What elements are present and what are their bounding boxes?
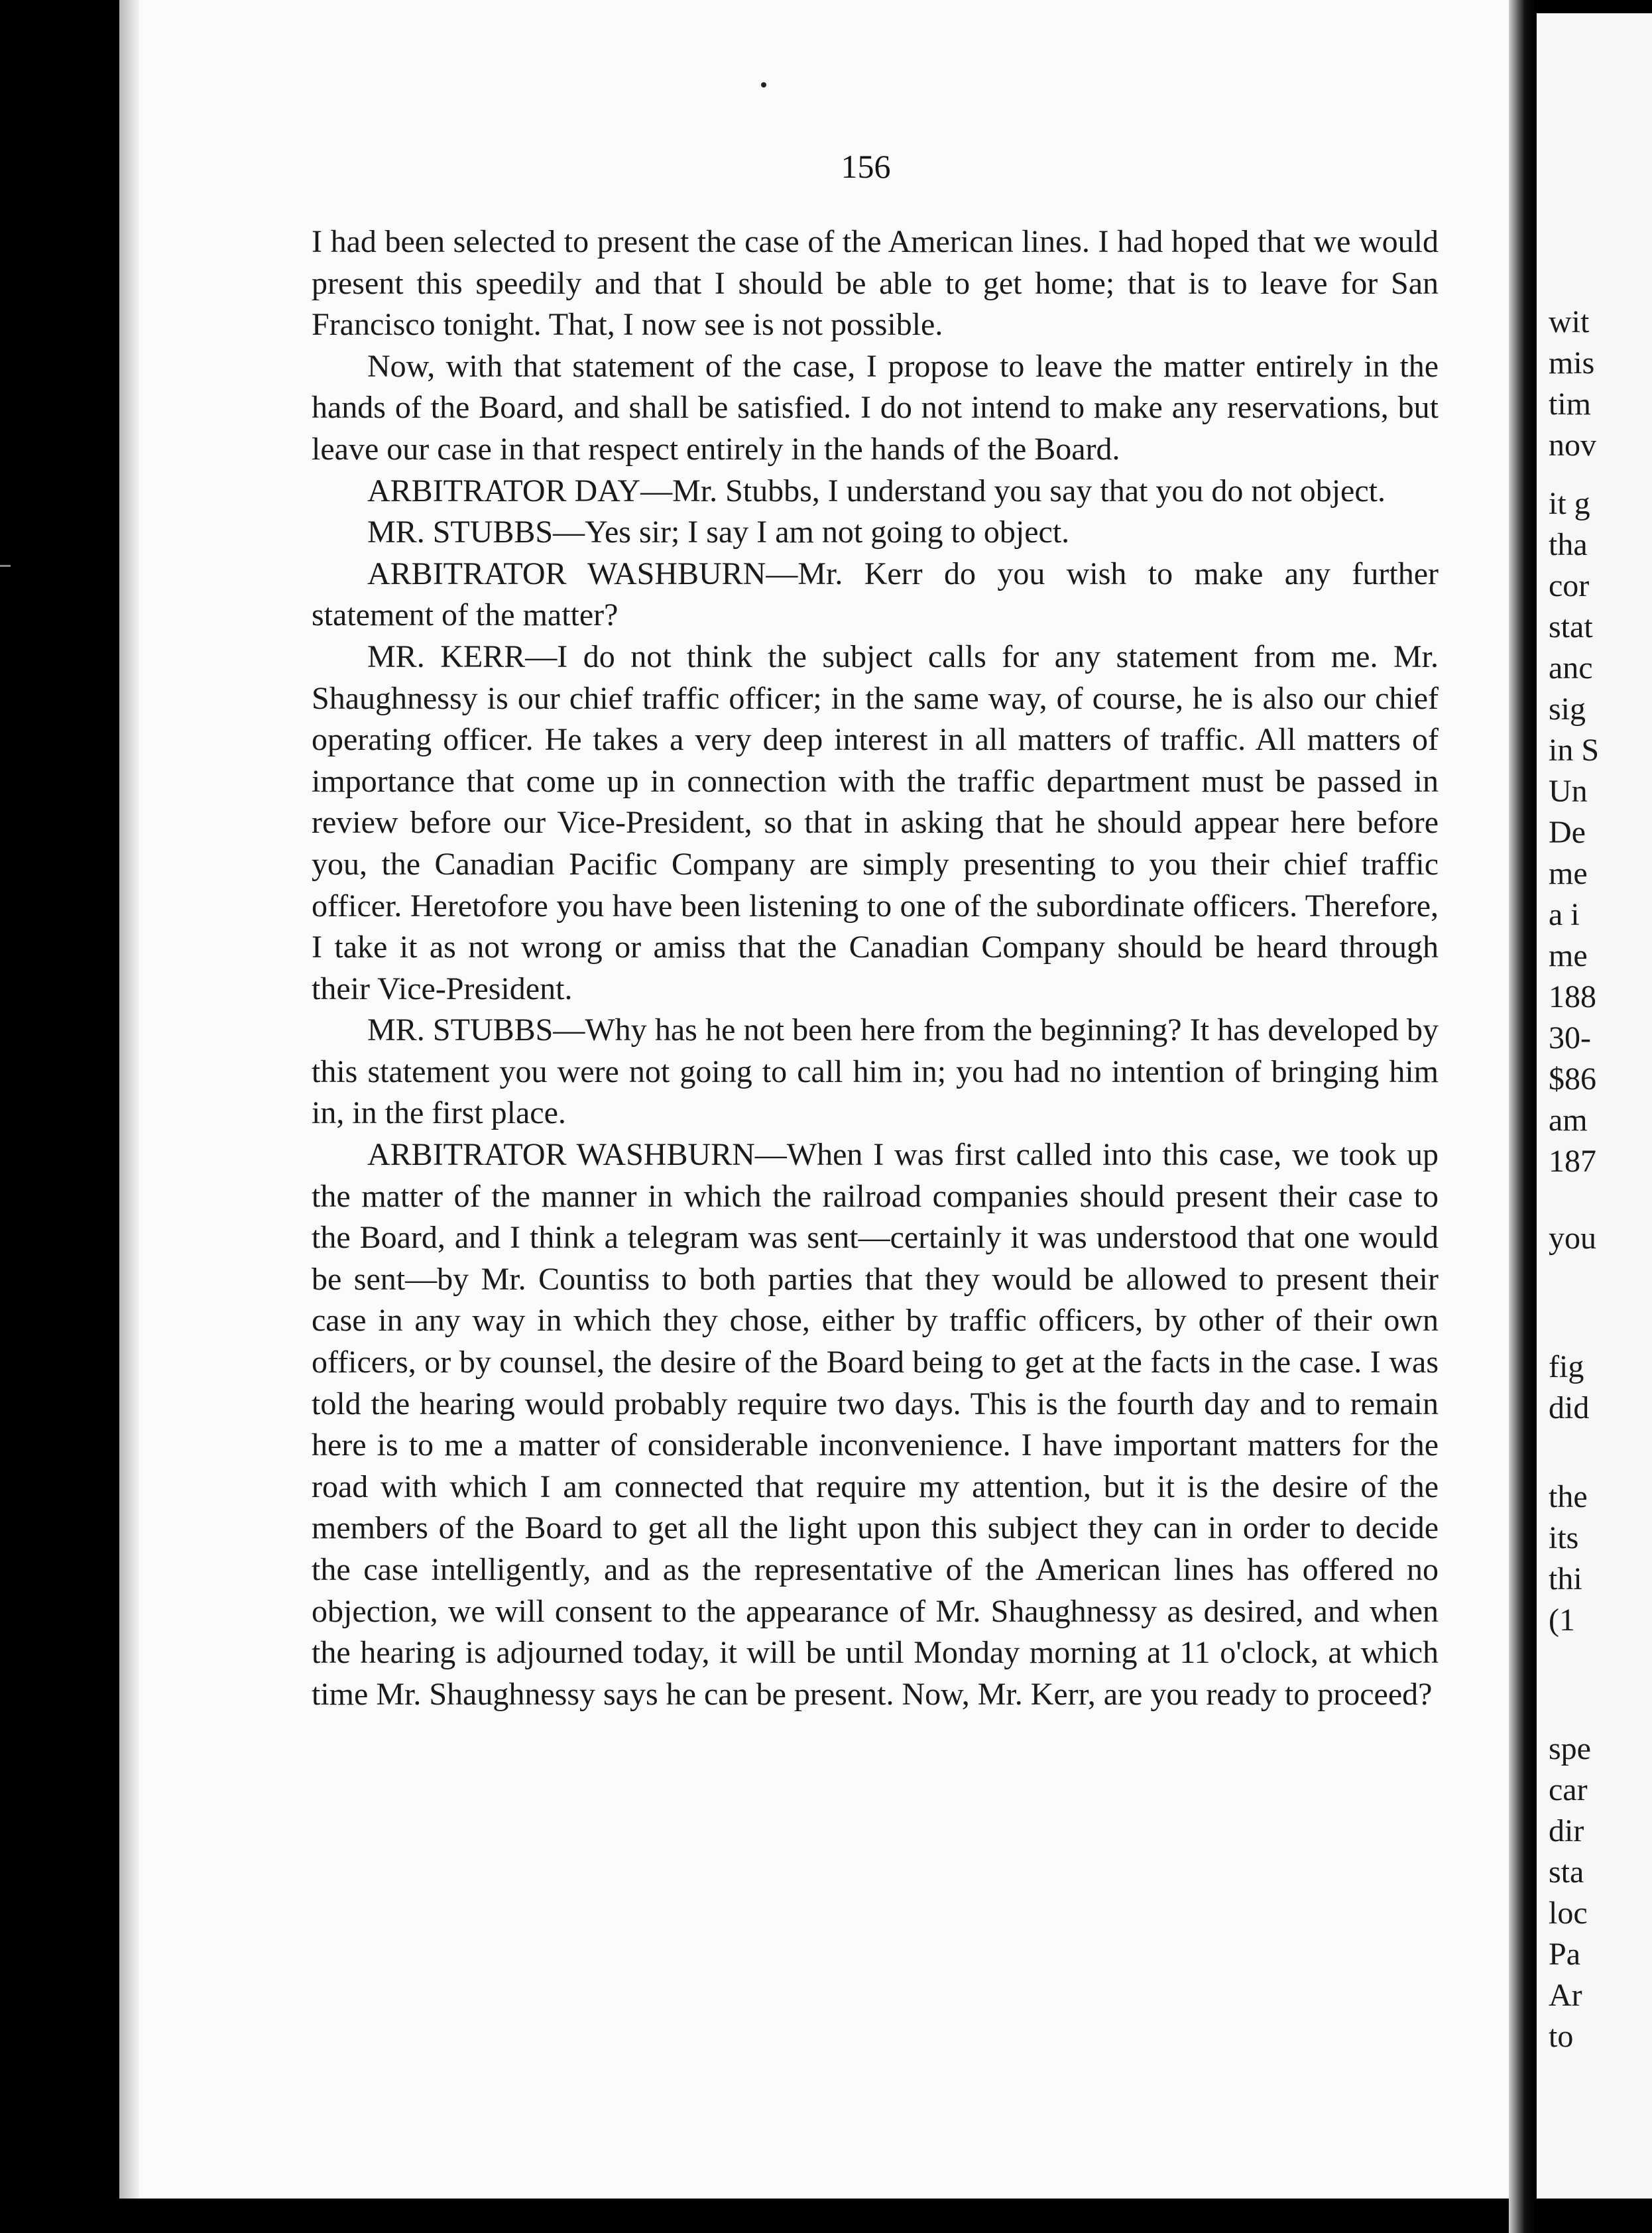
paragraph-4: MR. STUBBS—Yes sir; I say I am not going to object.	[367, 514, 1070, 550]
right-fragment: in S	[1549, 733, 1600, 768]
right-fragment: Un	[1549, 774, 1588, 809]
paragraph-1: I had been selected to present the case of the American lines. I had hoped that we would present this speedily and that I should be able to get home; that is to leave for San Francisco tonight. That, I now see is not possible.	[312, 224, 1439, 343]
right-fragment: loc	[1549, 1896, 1588, 1931]
paragraph-5: ARBITRATOR WASHBURN—Mr. Kerr do you wish to make any further statement of the matter?	[312, 556, 1439, 633]
right-fragment: De	[1549, 815, 1586, 850]
left-page-edge-shadow	[119, 0, 139, 2199]
right-fragment: 30-	[1549, 1020, 1591, 1056]
page-body-text	[312, 221, 1439, 1715]
right-fragment: wit	[1549, 304, 1590, 339]
right-fragment: 187	[1549, 1144, 1596, 1179]
right-fragment: anc	[1549, 650, 1593, 686]
right-fragment: me	[1549, 856, 1588, 891]
right-fragment: stat	[1549, 609, 1593, 644]
right-fragment: (1	[1549, 1602, 1575, 1638]
right-fragment: the	[1549, 1479, 1588, 1514]
right-fragment: sig	[1549, 692, 1586, 727]
right-fragment: tha	[1549, 527, 1588, 562]
right-fragment: me	[1549, 938, 1588, 973]
right-fragment: to	[1549, 2019, 1574, 2054]
right-fragment: tim	[1549, 387, 1592, 422]
right-fragment: you	[1549, 1221, 1596, 1256]
right-fragment: nov	[1549, 428, 1596, 463]
right-fragment: am	[1549, 1103, 1588, 1138]
right-fragment: dir	[1549, 1813, 1584, 1848]
paragraph-3: ARBITRATOR DAY—Mr. Stubbs, I understand you say that you do not object.	[367, 473, 1386, 509]
right-fragment: thi	[1549, 1561, 1582, 1597]
right-fragment: spe	[1549, 1731, 1591, 1766]
right-fragment: did	[1549, 1390, 1590, 1425]
right-fragment: car	[1549, 1772, 1588, 1807]
book-gutter	[1509, 0, 1535, 2233]
scan-speck	[761, 82, 766, 88]
right-fragment: a i	[1549, 897, 1580, 932]
margin-mark	[0, 565, 11, 567]
paragraph-6: MR. KERR—I do not think the subject calls for any statement from me. Mr. Shaughnessy is our chief traffic officer; in the same way, of course, he is also our chief operating officer. He takes a very deep interest in all matters of traffic. All matters of importance that come up in connection with the traffic department must be passed in review before our Vice-President, so that in asking that he should appear here before you, the Canadian Pacific Company are simply presenting to you their chief traffic officer. Heretofore you have been listening to one of the subordinate officers. Therefore, I take it as not wrong or amiss that the Canadian Company should be heard through their Vice-President.	[312, 638, 1439, 1006]
right-fragment: its	[1549, 1520, 1579, 1555]
paragraph-2: Now, with that statement of the case, I propose to leave the matter entirely in the hands of the Board, and shall be satisfied. I do not intend to make any reservations, but leave our case in that respect entirely in the hands of the Board.	[312, 348, 1439, 467]
right-fragment: Ar	[1549, 1978, 1582, 2013]
paragraph-8: ARBITRATOR WASHBURN—When I was first called into this case, we took up the matter of the manner in which the railroad companies should present their case to the Board, and I think a telegram was sent—certainly it was understood that one would be sent—by Mr. Countiss to both parties that they would be allowed to present their case in any way in which they chose, either by traffic officers, by other of their own officers, or by counsel, the desire of the Board being to get at the facts in the case. I was told the hearing would probably require two days. This is the fourth day and to remain here is to me a matter of considerable inconvenience. I have important matters for the road with which I am connected that require my attention, but it is the desire of the members of the Board to get all the light upon this subject they can in order to decide the case intelligently, and as the representative of the American lines has offered no objection, we will consent to the appearance of Mr. Shaughnessy as desired, and when the hearing is adjourned today, it will be until Monday morning at 11 o'clock, at which time Mr. Shaughnessy says he can be present. Now, Mr. Kerr, are you ready to proceed?	[312, 1137, 1439, 1712]
right-fragment: sta	[1549, 1854, 1584, 1890]
right-fragment: cor	[1549, 568, 1590, 603]
right-fragment: 188	[1549, 979, 1596, 1014]
right-fragment: it g	[1549, 486, 1590, 521]
right-fragment: Pa	[1549, 1937, 1580, 1972]
right-fragment: mis	[1549, 345, 1595, 381]
paragraph-7: MR. STUBBS—Why has he not been here from the beginning? It has developed by this statement you were not going to call him in; you had no intention of bringing him in, in the first place.	[312, 1012, 1439, 1131]
page-number: 156	[841, 148, 891, 185]
right-fragment: $86	[1549, 1061, 1596, 1097]
right-fragment: fig	[1549, 1349, 1584, 1384]
